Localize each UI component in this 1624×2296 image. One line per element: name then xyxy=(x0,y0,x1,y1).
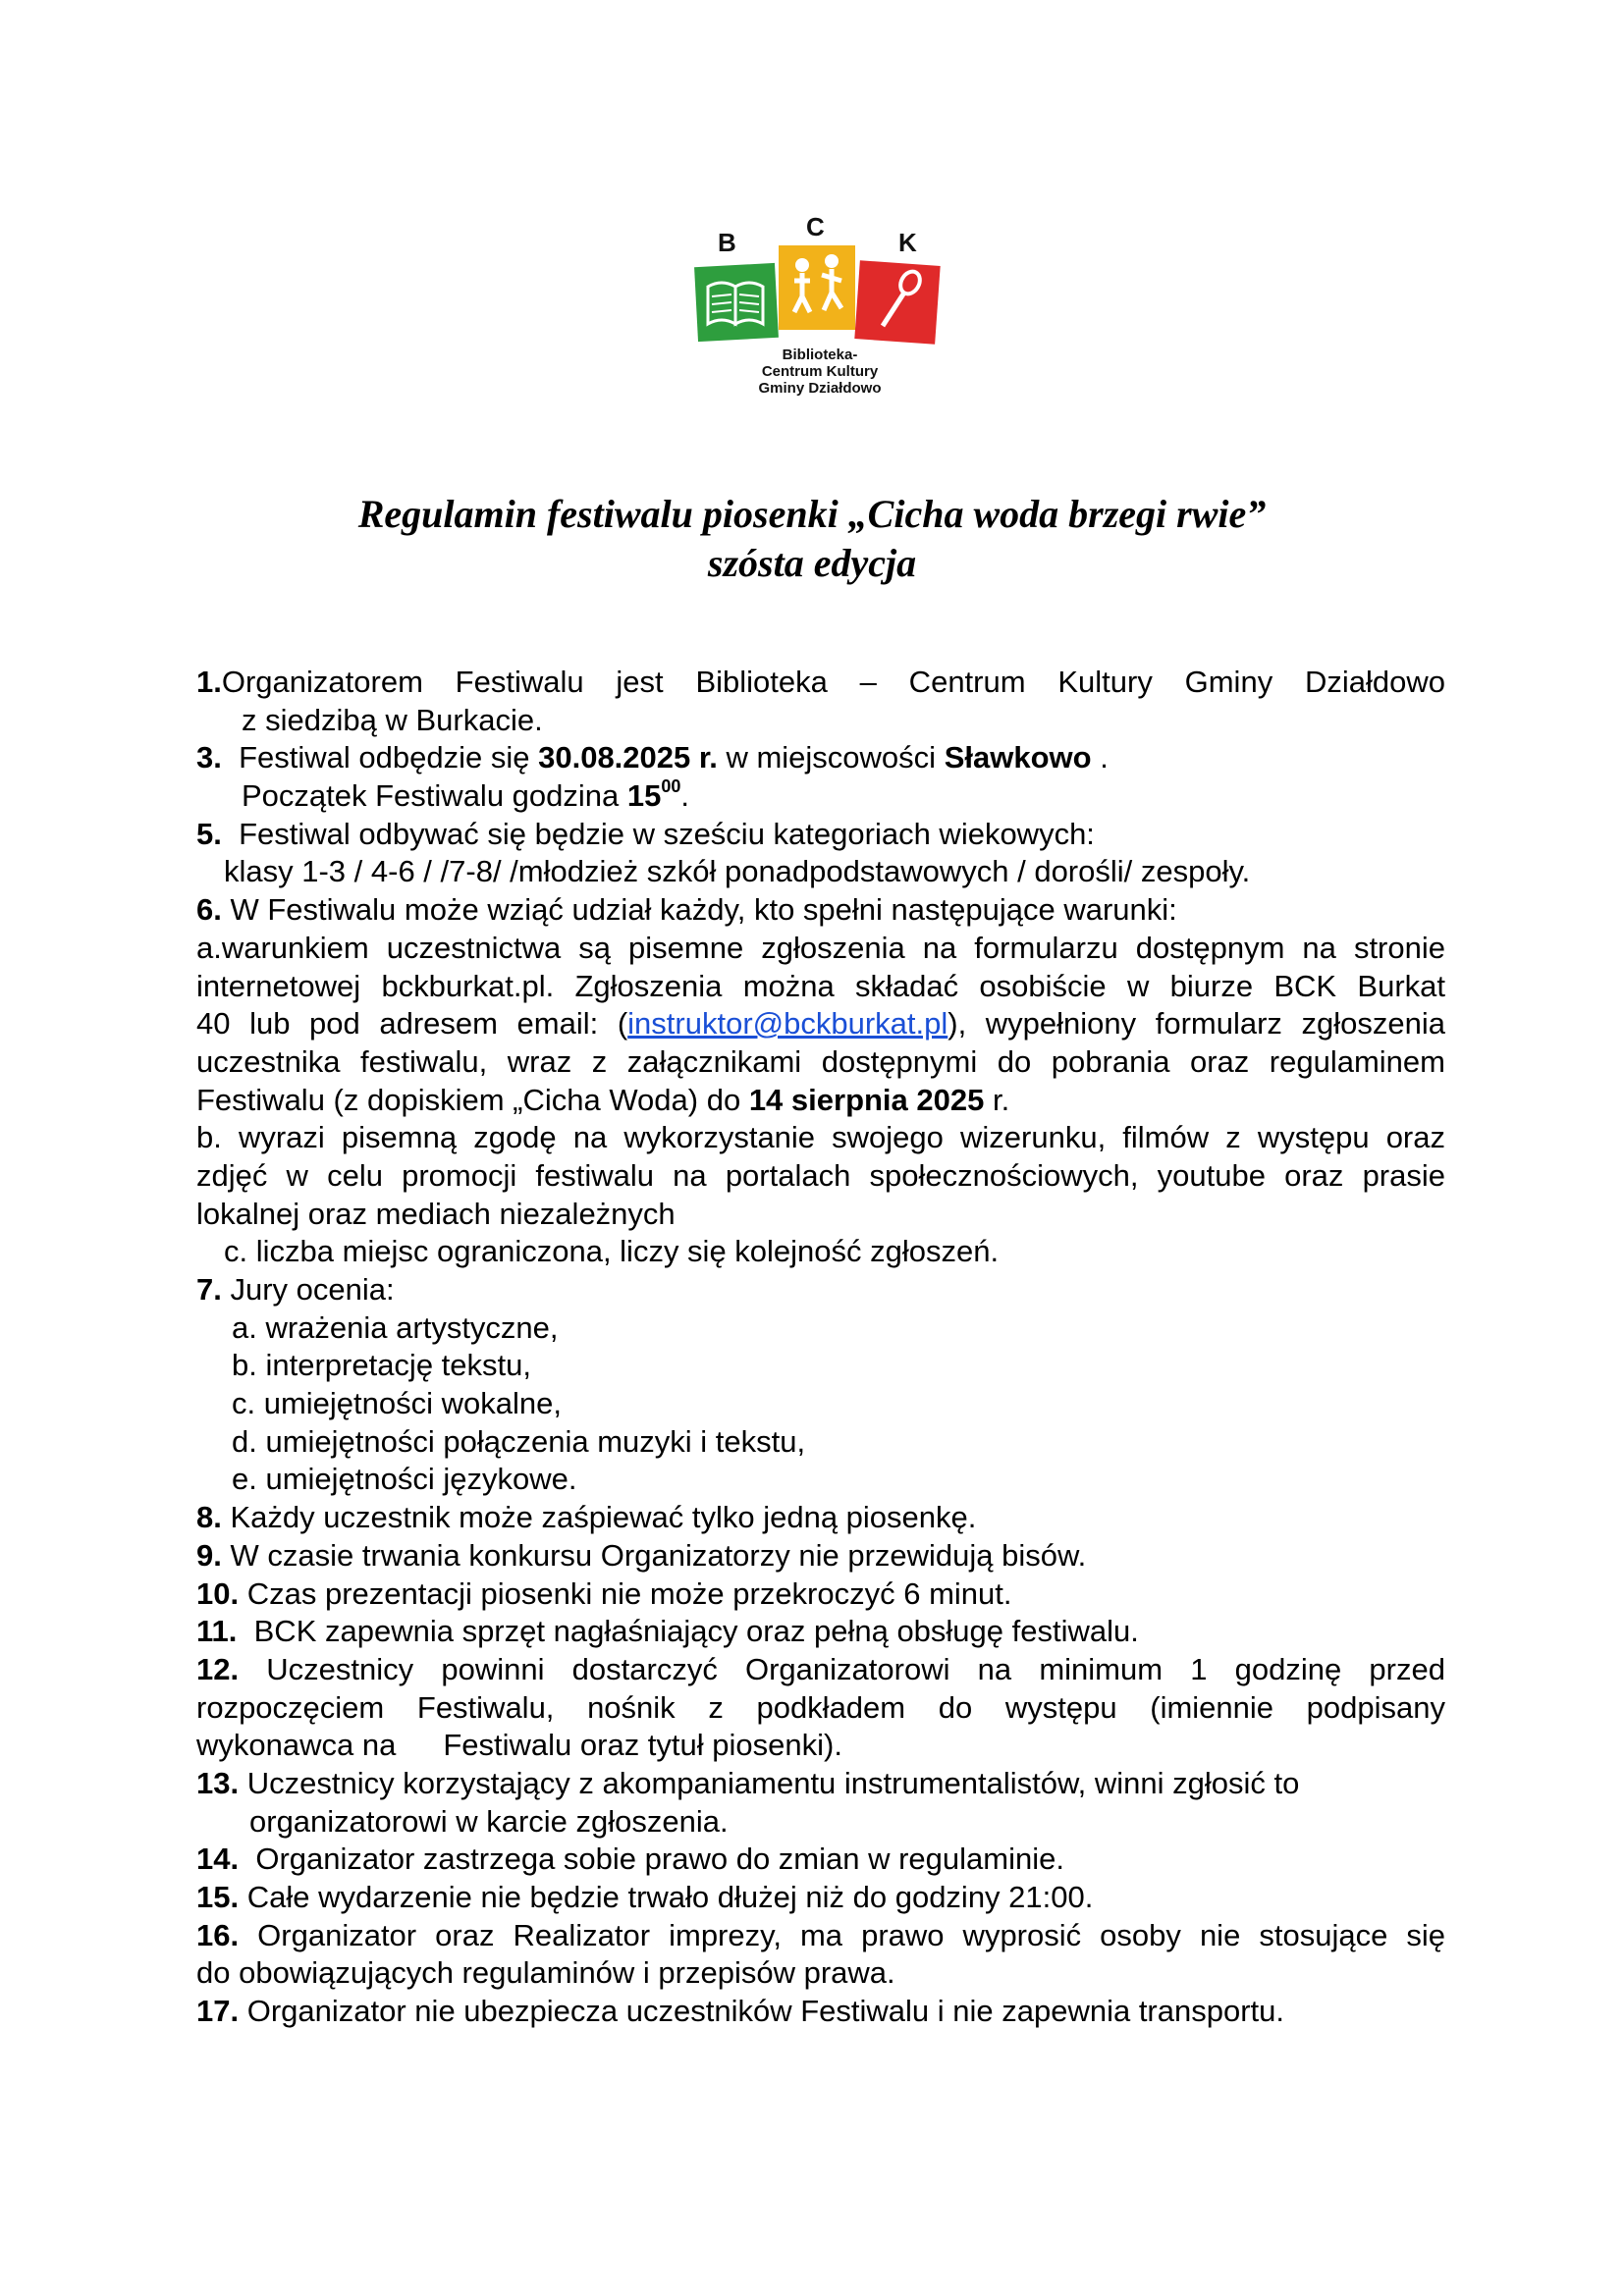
item-number: 12. xyxy=(196,1651,240,1686)
item-text: Jury ocenia: xyxy=(230,1272,395,1307)
item-number: 10. xyxy=(196,1575,240,1611)
item-6-a-line-3 xyxy=(196,1005,1445,1043)
item-text: . xyxy=(680,778,690,814)
item-text: Organizator oraz Realizator imprezy, ma prawo wyprosić osoby nie stosujące się xyxy=(257,1917,1445,1952)
logo-letter-k: K xyxy=(898,228,917,257)
item-text: c. liczba miejsc ograniczona, liczy się kolejność zgłoszeń. xyxy=(224,1234,1000,1269)
item-3-continued xyxy=(196,777,1445,816)
item-7-sub-a xyxy=(196,1309,1445,1348)
item-text: b. wyrazi pisemną zgodę na wykorzystanie swojego wizerunku, filmów z występu oraz xyxy=(196,1120,1445,1155)
item-text: BCK zapewnia sprzęt nagłaśniający oraz pełną obsługę festiwalu. xyxy=(253,1614,1139,1649)
item-6-b-line-1 xyxy=(196,1119,1445,1157)
item-number: 11. xyxy=(196,1614,238,1649)
item-number: 3. xyxy=(196,740,222,775)
item-text: wykonawca na xyxy=(196,1728,397,1763)
item-1 xyxy=(196,664,1445,702)
item-text: internetowej bckburkat.pl. Zgłoszenia można składać osobiście w biurze BCK Burkat xyxy=(196,968,1445,1003)
item-number: 5. xyxy=(196,816,222,851)
item-text: lokalnej oraz mediach niezależnych xyxy=(196,1196,676,1231)
item-number: 6. xyxy=(196,892,222,928)
logo-letter-b: B xyxy=(718,228,736,257)
item-14 xyxy=(196,1841,1445,1879)
item-3 xyxy=(196,739,1445,777)
item-6-a-line-1 xyxy=(196,930,1445,968)
item-11 xyxy=(196,1613,1445,1651)
item-text: e. umiejętności językowe. xyxy=(232,1462,577,1497)
item-6 xyxy=(196,891,1445,930)
item-7-sub-b xyxy=(196,1347,1445,1385)
item-text: . xyxy=(1100,740,1109,775)
item-text: W czasie trwania konkursu Organizatorzy nie przewidują bisów. xyxy=(230,1537,1087,1573)
dancing-children-icon xyxy=(779,245,855,330)
item-17 xyxy=(196,1993,1445,2031)
item-number: 13. xyxy=(196,1765,240,1800)
item-number: 16. xyxy=(196,1917,240,1952)
item-number: 9. xyxy=(196,1537,222,1573)
bck-logo xyxy=(692,210,947,397)
item-7 xyxy=(196,1271,1445,1309)
item-text: Organizator zastrzega sobie prawo do zmian w regulaminie. xyxy=(255,1842,1064,1877)
item-10 xyxy=(196,1575,1445,1614)
application-deadline: 14 sierpnia 2025 xyxy=(748,1082,985,1117)
item-16 xyxy=(196,1917,1445,1955)
item-13 xyxy=(196,1765,1445,1803)
item-text: Festiwal odbywać się będzie w sześciu kategoriach wiekowych: xyxy=(239,816,1095,851)
item-text: b. interpretację tekstu, xyxy=(232,1348,531,1383)
item-7-sub-e xyxy=(196,1461,1445,1499)
item-text: d. umiejętności połączenia muzyki i tekstu, xyxy=(232,1423,806,1459)
item-text: Czas prezentacji piosenki nie może przekroczyć 6 minut. xyxy=(246,1575,1012,1611)
item-1-continued xyxy=(196,702,1445,740)
item-number: 8. xyxy=(196,1500,222,1535)
item-text: 40 lub pod adresem email: ( xyxy=(196,1006,628,1041)
item-text: w miejscowości xyxy=(726,740,937,775)
festival-date: 30.08.2025 r. xyxy=(538,740,718,775)
item-text: klasy 1-3 / 4-6 / /7-8/ /młodzież szkół ponadpodstawowych / dorośli/ zespoły. xyxy=(224,854,1251,889)
item-text: Organizator nie ubezpiecza uczestników Festiwalu i nie zapewnia transportu. xyxy=(246,1994,1285,2029)
item-text: zdjęć w celu promocji festiwalu na portalach społecznościowych, youtube oraz prasie xyxy=(196,1157,1445,1193)
item-text: ), wypełniony formularz zgłoszenia xyxy=(947,1006,1445,1041)
microphone-icon xyxy=(854,260,940,345)
item-6-a-line-5 xyxy=(196,1082,1445,1120)
item-text: z siedzibą w Burkacie. xyxy=(242,702,543,737)
item-text: c. umiejętności wokalne, xyxy=(232,1386,562,1421)
item-number: 17. xyxy=(196,1994,240,2029)
item-number: 1. xyxy=(196,665,222,699)
item-6-b-line-3 xyxy=(196,1196,1445,1234)
item-6-c xyxy=(196,1233,1445,1271)
item-text: Uczestnicy korzystający z akompaniamentu instrumentalistów, winni zgłosić to xyxy=(246,1765,1300,1800)
item-9 xyxy=(196,1537,1445,1575)
item-text: Każdy uczestnik może zaśpiewać tylko jedną piosenkę. xyxy=(230,1500,977,1535)
logo-line-1: Biblioteka- xyxy=(782,347,858,363)
item-text: Całe wydarzenie nie będzie trwało dłużej niż do godziny 21:00. xyxy=(246,1880,1094,1914)
item-15 xyxy=(196,1879,1445,1917)
festival-place: Sławkowo xyxy=(944,740,1092,775)
item-text: do obowiązujących regulaminów i przepisów prawa. xyxy=(196,1955,895,1991)
item-7-sub-c xyxy=(196,1385,1445,1423)
item-text: Festiwalu oraz tytuł piosenki). xyxy=(443,1728,842,1763)
item-text: a.warunkiem uczestnictwa są pisemne zgłoszenia na formularzu dostępnym na stronie xyxy=(196,930,1445,965)
item-text: uczestnika festiwalu, wraz z załącznikami dostępnymi do pobrania oraz regulaminem xyxy=(196,1043,1445,1079)
start-minutes: 00 xyxy=(661,775,681,796)
item-text: r. xyxy=(993,1082,1010,1117)
logo-line-3: Gminy Działdowo xyxy=(758,380,882,397)
item-6-b-line-2 xyxy=(196,1157,1445,1196)
item-16-continued xyxy=(196,1954,1445,1993)
item-number: 14. xyxy=(196,1842,240,1877)
item-5-continued xyxy=(196,853,1445,891)
email-link[interactable]: instruktor@bckburkat.pl xyxy=(627,1006,948,1041)
document-subtitle: szósta edycja xyxy=(707,541,917,585)
regulations-body xyxy=(196,664,1445,2031)
item-13-continued xyxy=(196,1803,1445,1842)
logo-line-2: Centrum Kultury xyxy=(761,363,879,380)
item-text: Festiwal odbędzie się xyxy=(239,740,530,775)
document-title: Regulamin festiwalu piosenki „Cicha woda brzegi rwie” xyxy=(357,492,1267,536)
item-6-a-line-4 xyxy=(196,1043,1445,1082)
item-12-line-2 xyxy=(196,1689,1445,1728)
logo-letter-c: C xyxy=(806,212,825,241)
item-number: 15. xyxy=(196,1880,240,1914)
item-6-a-line-2 xyxy=(196,968,1445,1006)
item-12 xyxy=(196,1651,1445,1689)
item-12-line-3 xyxy=(196,1727,1445,1765)
item-text: Festiwalu (z dopiskiem „Cicha Woda) do xyxy=(196,1082,741,1117)
item-text: Organizatorem Festiwalu jest Biblioteka – Centrum Kultury Gminy Działdowo xyxy=(221,665,1445,699)
item-text: W Festiwalu może wziąć udział każdy, kto spełni następujące warunki: xyxy=(230,892,1177,928)
item-text: rozpoczęciem Festiwalu, nośnik z podkładem do występu (imiennie podpisany xyxy=(196,1689,1445,1725)
item-text: Uczestnicy powinni dostarczyć Organizatorowi na minimum 1 godzinę przed xyxy=(266,1651,1445,1686)
bck-logo-graphic xyxy=(692,210,947,397)
item-number: 7. xyxy=(196,1272,222,1307)
open-book-icon xyxy=(694,263,779,342)
item-8 xyxy=(196,1499,1445,1537)
item-text: organizatorowi w karcie zgłoszenia. xyxy=(249,1803,729,1839)
item-text: a. wrażenia artystyczne, xyxy=(232,1309,559,1345)
item-7-sub-d xyxy=(196,1423,1445,1462)
item-text: Początek Festiwalu godzina xyxy=(242,778,620,814)
start-hour: 15 xyxy=(626,778,662,814)
item-5 xyxy=(196,816,1445,854)
